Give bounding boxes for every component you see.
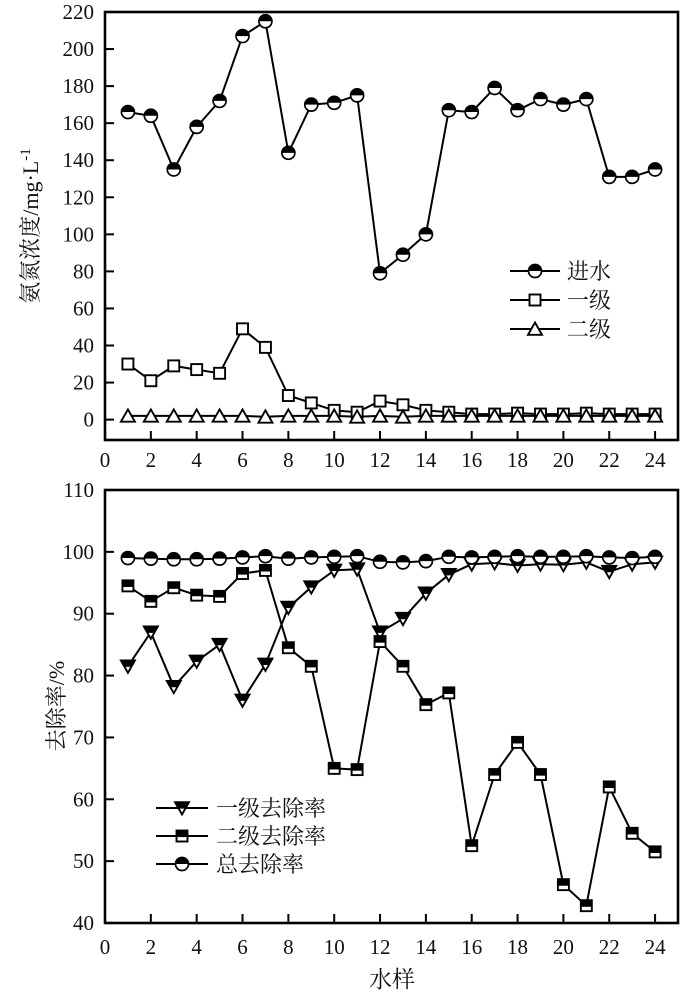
marker-square-open	[283, 390, 294, 401]
x-tick-label: 12	[369, 448, 391, 472]
marker-triangle-down-half	[144, 626, 158, 638]
marker-square-half	[375, 636, 386, 647]
marker-circle-half	[305, 551, 318, 564]
legend-label: 二级去除率	[216, 824, 327, 849]
marker-triangle-down-half	[258, 659, 272, 671]
y-tick-label: 140	[62, 148, 94, 173]
x-axis-label: 水样	[369, 967, 415, 992]
marker-square-half	[306, 661, 317, 672]
marker-circle-half	[396, 556, 409, 569]
marker-square-half	[145, 596, 156, 607]
legend	[156, 796, 326, 877]
series-line	[128, 556, 655, 562]
series-stage2-removal	[122, 565, 660, 911]
legend-label: 总去除率	[216, 852, 305, 877]
marker-square-half	[177, 831, 188, 842]
x-tick-label: 10	[323, 935, 345, 959]
marker-circle-half	[259, 550, 272, 563]
marker-circle-half	[442, 104, 455, 117]
marker-triangle-down-half	[236, 695, 250, 707]
marker-circle-half	[121, 106, 134, 119]
marker-triangle-down-half	[121, 660, 135, 672]
y-tick-label: 200	[62, 37, 94, 62]
y-tick-label: 100	[62, 539, 94, 564]
marker-circle-half	[419, 228, 432, 241]
marker-circle-half	[557, 550, 570, 563]
marker-square-open	[191, 364, 202, 375]
x-tick-label: 14	[415, 448, 437, 472]
x-tick-label: 20	[552, 448, 574, 472]
marker-square-half	[329, 763, 340, 774]
marker-triangle-down-half	[602, 566, 616, 578]
x-tick-label: 16	[461, 935, 483, 959]
x-axis	[100, 431, 666, 472]
marker-circle-half	[442, 550, 455, 563]
marker-circle-half	[465, 551, 478, 564]
marker-circle-half	[282, 146, 295, 159]
marker-square-open	[237, 323, 248, 334]
marker-square-open	[260, 342, 271, 353]
y-tick-label: 40	[73, 911, 94, 935]
series-line	[128, 416, 655, 417]
removal-rate-chart	[44, 478, 678, 992]
y-tick-label: 80	[73, 259, 94, 284]
marker-circle-half	[488, 550, 501, 563]
legend-label: 进水	[567, 259, 612, 284]
x-tick-label: 24	[644, 935, 666, 959]
marker-circle-half	[580, 93, 593, 106]
marker-square-half	[627, 828, 638, 839]
y-axis-label: 氨氮浓度$/mg\cdot L^{-1}$	[18, 148, 43, 304]
x-tick-label: 2	[145, 448, 157, 472]
marker-triangle-down-half	[167, 681, 181, 693]
marker-square-half	[191, 590, 202, 601]
marker-square-half	[581, 900, 592, 911]
legend-item-stage2-removal	[156, 824, 326, 849]
marker-circle-half	[374, 555, 387, 568]
marker-circle-half	[144, 109, 157, 122]
marker-circle-half	[511, 550, 524, 563]
x-tick-label: 24	[644, 448, 666, 472]
legend-item-stage1-removal	[156, 796, 326, 821]
marker-circle-half	[236, 30, 249, 43]
x-tick-label: 0	[99, 448, 111, 472]
y-tick-label: 0	[83, 407, 94, 432]
legend	[510, 259, 611, 342]
marker-circle-half	[167, 163, 180, 176]
marker-square-open	[214, 368, 225, 379]
marker-circle-half	[396, 248, 409, 261]
marker-circle-half	[328, 96, 341, 109]
series-line	[128, 570, 655, 905]
marker-square-half	[168, 582, 179, 593]
marker-circle-half	[190, 120, 203, 133]
marker-circle-half	[259, 15, 272, 28]
y-tick-label: 70	[73, 725, 94, 750]
marker-square-open	[530, 295, 541, 306]
marker-circle-half	[305, 98, 318, 111]
x-tick-label: 18	[507, 448, 529, 472]
marker-circle-half	[328, 550, 341, 563]
marker-circle-half	[534, 550, 547, 563]
x-tick-label: 10	[323, 448, 345, 472]
marker-square-half	[535, 769, 546, 780]
legend-label: 一级	[567, 288, 612, 313]
x-tick-label: 18	[507, 935, 529, 959]
y-tick-label: 20	[73, 370, 94, 395]
marker-square-half	[512, 737, 523, 748]
y-tick-label: 220	[62, 0, 94, 24]
marker-square-open	[306, 397, 317, 408]
marker-square-open	[145, 375, 156, 386]
marker-square-half	[214, 591, 225, 602]
marker-circle-half	[236, 551, 249, 564]
marker-square-half	[260, 565, 271, 576]
marker-circle-half	[144, 552, 157, 565]
x-tick-label: 22	[598, 448, 620, 472]
marker-circle-half	[626, 170, 639, 183]
marker-square-open	[375, 396, 386, 407]
marker-circle-half	[534, 93, 547, 106]
marker-circle-half	[213, 94, 226, 107]
marker-square-half	[397, 661, 408, 672]
marker-circle-half	[511, 104, 524, 117]
marker-circle-half	[580, 550, 593, 563]
marker-square-half	[604, 781, 615, 792]
marker-circle-half	[488, 81, 501, 94]
series-total-removal	[121, 550, 661, 569]
marker-circle-half	[649, 163, 662, 176]
marker-circle-half	[603, 170, 616, 183]
marker-circle-half	[557, 98, 570, 111]
x-tick-label: 16	[461, 448, 483, 472]
marker-square-open	[168, 360, 179, 371]
marker-square-half	[650, 846, 661, 857]
marker-circle-half	[176, 858, 189, 871]
marker-circle-half	[603, 551, 616, 564]
y-tick-label: 120	[62, 185, 94, 210]
y-tick-label: 60	[73, 787, 94, 812]
x-tick-label: 4	[191, 935, 202, 959]
x-tick-label: 8	[283, 448, 294, 472]
marker-circle-half	[190, 553, 203, 566]
legend-label: 一级去除率	[216, 796, 327, 821]
x-tick-label: 12	[369, 935, 391, 959]
x-tick-label: 6	[237, 448, 248, 472]
legend-item-stage2-effluent	[510, 317, 611, 342]
marker-circle-half	[351, 550, 364, 563]
marker-square-half	[489, 769, 500, 780]
marker-square-half	[283, 642, 294, 653]
marker-square-half	[352, 764, 363, 775]
marker-square-half	[237, 568, 248, 579]
marker-square-open	[122, 359, 133, 370]
y-tick-label: 180	[62, 74, 94, 99]
y-tick-label: 100	[62, 222, 94, 247]
legend-item-influent	[510, 259, 611, 284]
series-influent	[121, 15, 661, 280]
y-tick-label: 110	[63, 478, 94, 502]
marker-square-half	[466, 840, 477, 851]
y-tick-label: 50	[73, 849, 94, 874]
marker-circle-half	[649, 550, 662, 563]
legend-item-stage1-effluent	[510, 288, 611, 313]
x-tick-label: 6	[237, 935, 248, 959]
marker-square-half	[443, 687, 454, 698]
marker-circle-half	[121, 552, 134, 565]
legend-label: 二级	[567, 317, 612, 342]
marker-triangle-down-half	[396, 613, 410, 625]
marker-circle-half	[351, 89, 364, 102]
series-stage1-removal	[121, 557, 662, 707]
marker-circle-half	[374, 267, 387, 280]
marker-circle-half	[419, 555, 432, 568]
marker-square-half	[122, 580, 133, 591]
marker-circle-half	[529, 265, 542, 278]
y-tick-label: 60	[73, 296, 94, 321]
y-tick-label: 90	[73, 601, 94, 626]
legend-item-total-removal	[156, 852, 304, 877]
x-tick-label: 0	[99, 935, 111, 959]
marker-circle-half	[626, 552, 639, 565]
y-tick-label: 80	[73, 663, 94, 688]
series-line	[128, 562, 655, 700]
y-tick-label: 40	[73, 333, 94, 358]
marker-square-half	[558, 879, 569, 890]
marker-circle-half	[167, 553, 180, 566]
concentration-chart	[18, 0, 678, 472]
marker-circle-half	[213, 552, 226, 565]
marker-circle-half	[282, 552, 295, 565]
x-tick-label: 20	[552, 935, 574, 959]
x-tick-label: 2	[145, 935, 157, 959]
x-tick-label: 22	[598, 935, 620, 959]
y-axis-label: 去除率/%	[44, 660, 69, 752]
series-line	[128, 21, 655, 273]
y-tick-label: 160	[62, 111, 94, 136]
x-tick-label: 14	[415, 935, 437, 959]
marker-square-half	[420, 699, 431, 710]
marker-triangle-down-half	[281, 602, 295, 614]
x-tick-label: 8	[283, 935, 294, 959]
marker-circle-half	[465, 106, 478, 119]
x-tick-label: 4	[191, 448, 202, 472]
x-axis	[100, 914, 666, 959]
